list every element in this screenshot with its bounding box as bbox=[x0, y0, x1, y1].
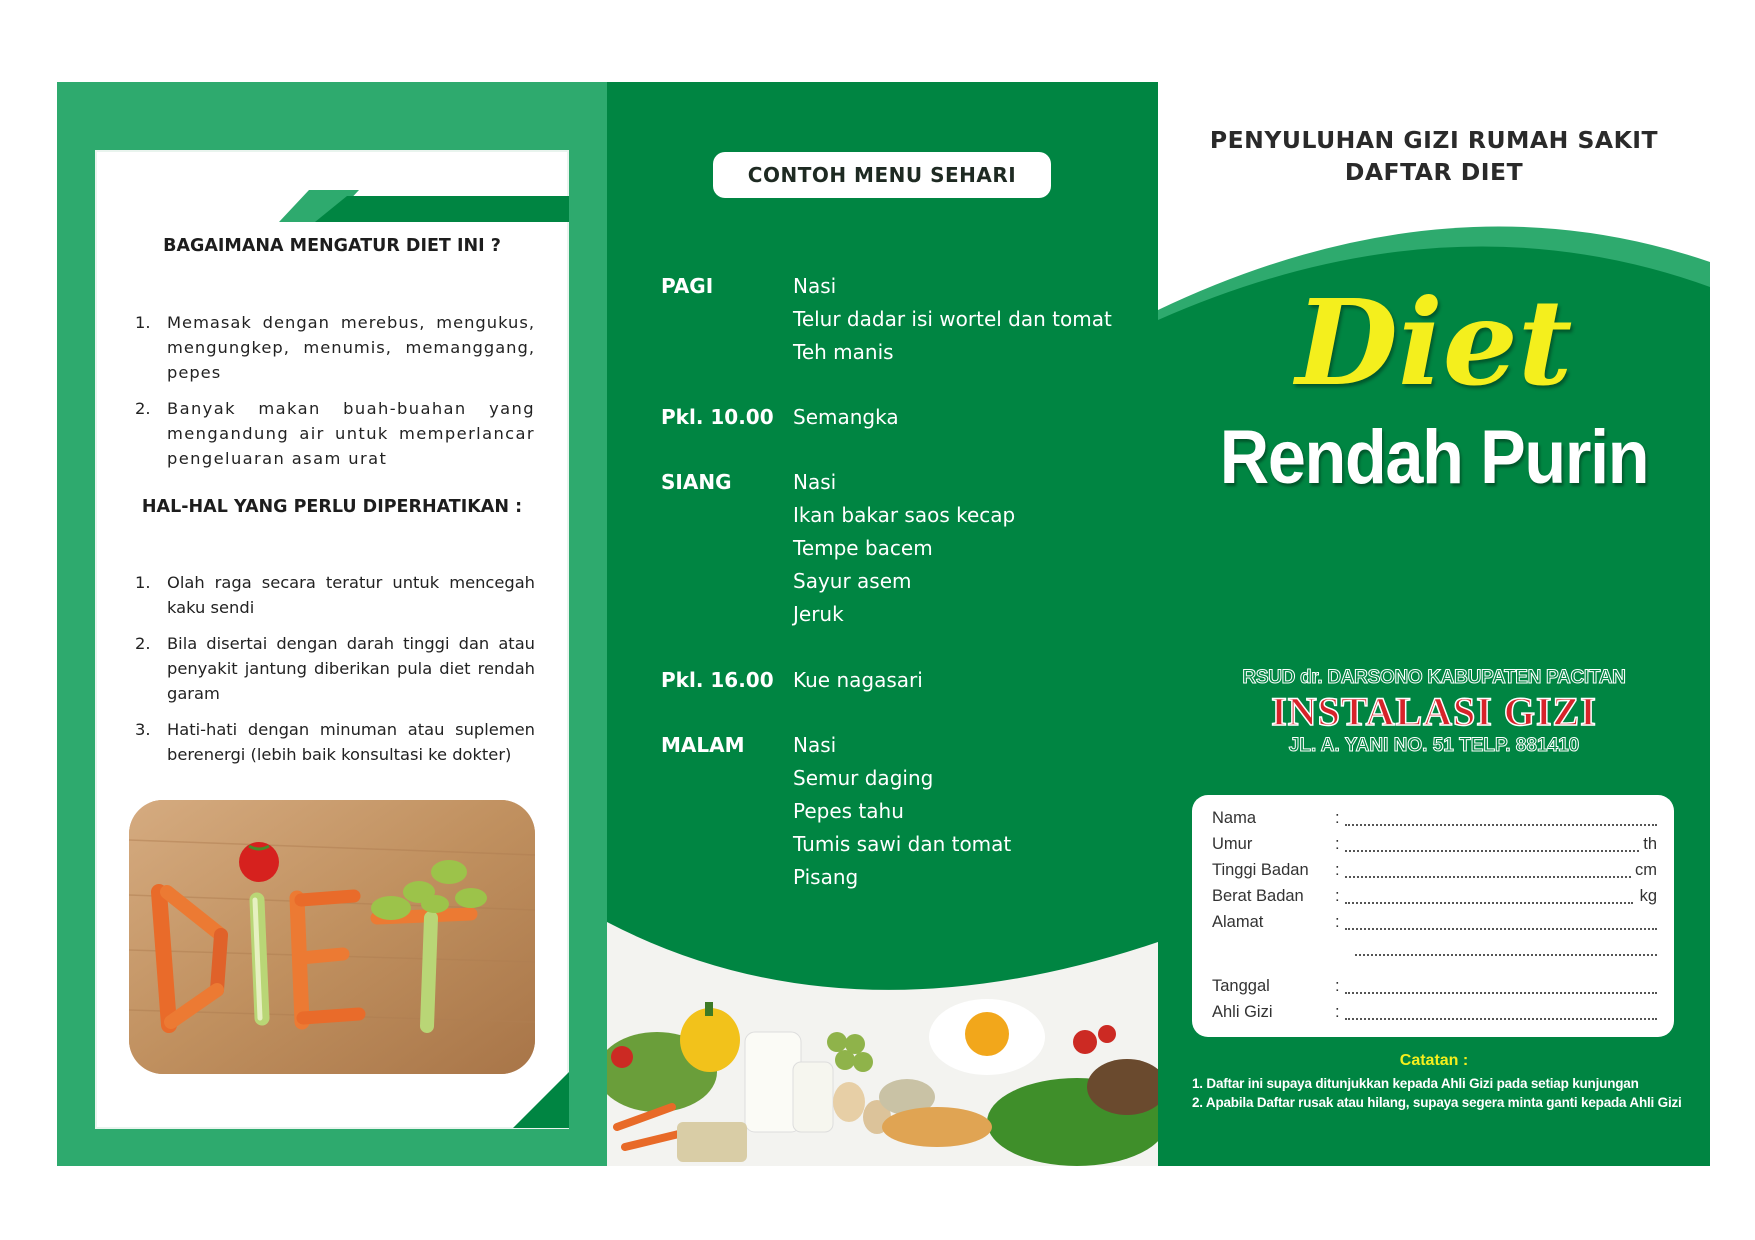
form-field-tanggal[interactable]: Tanggal : bbox=[1212, 977, 1657, 1001]
form-field-berat-badan[interactable]: Berat Badan : kg bbox=[1212, 887, 1657, 905]
meal-item: Pisang bbox=[793, 865, 859, 889]
meal-items bbox=[793, 401, 899, 434]
note-1: 1. Daftar ini supaya ditunjukkan kepada Ahli Gizi pada setiap kunjungan bbox=[1192, 1076, 1639, 1091]
right-panel bbox=[1158, 82, 1710, 1166]
hospital-name: RSUD dr. DARSONO KABUPATEN PACITAN bbox=[1242, 667, 1626, 688]
meal-item: Semur daging bbox=[793, 766, 934, 790]
diet-script-title: Diet bbox=[1295, 273, 1573, 412]
meal-time: Pkl. 16.00 bbox=[661, 668, 774, 692]
meal-item: Kue nagasari bbox=[793, 668, 923, 692]
card-corner-decoration bbox=[513, 1072, 569, 1128]
list-item: 1. Memasak dengan merebus, mengukus, mengungkep, menumis, memanggang, pepes bbox=[135, 313, 535, 382]
title-line-2: DAFTAR DIET bbox=[1344, 158, 1524, 186]
menu-title: CONTOH MENU SEHARI bbox=[713, 152, 1051, 198]
hospital-address: JL. A. YANI NO. 51 TELP. 881410 bbox=[1288, 735, 1580, 756]
meal-item: Telur dadar isi wortel dan tomat bbox=[793, 307, 1112, 331]
middle-panel bbox=[607, 82, 1158, 1166]
meal-item: Semangka bbox=[793, 405, 899, 429]
food-photo bbox=[607, 922, 1158, 1166]
meal-time: MALAM bbox=[661, 733, 745, 757]
how-list bbox=[135, 310, 535, 482]
left-panel bbox=[57, 82, 607, 1166]
meal-item: Tumis sawi dan tomat bbox=[793, 832, 1012, 856]
meal-item: Jeruk bbox=[793, 602, 844, 626]
vegetable-diet-photo bbox=[129, 800, 535, 1074]
heading-things-to-notice: HAL-HAL YANG PERLU DIPERHATIKAN : bbox=[141, 497, 523, 517]
note-2: 2. Apabila Daftar rusak atau hilang, supaya segera minta ganti kepada Ahli Gizi bbox=[1192, 1095, 1682, 1110]
meal-time: PAGI bbox=[661, 274, 714, 298]
list-item: 1. Olah raga secara teratur untuk mencegah kaku sendi bbox=[135, 573, 535, 617]
meal-items bbox=[793, 664, 923, 697]
meal-item: Ikan bakar saos kecap bbox=[793, 503, 1016, 527]
meal-time: SIANG bbox=[661, 470, 732, 494]
form-field-tinggi-badan[interactable]: Tinggi Badan : cm bbox=[1212, 861, 1657, 879]
meal-item: Nasi bbox=[793, 274, 837, 298]
form-field-ahli-gizi[interactable]: Ahli Gizi : bbox=[1212, 1003, 1657, 1027]
meal-item: Tempe bacem bbox=[793, 536, 933, 560]
notes-list bbox=[135, 570, 535, 778]
title-line-1: PENYULUHAN GIZI RUMAH SAKIT bbox=[1209, 126, 1659, 154]
meal-items bbox=[793, 729, 1011, 894]
meal-item: Pepes tahu bbox=[793, 799, 904, 823]
notes-title: Catatan : bbox=[1399, 1052, 1469, 1069]
form-field-alamat-line-2[interactable] bbox=[1212, 939, 1657, 963]
list-item: 2. Banyak makan buah-buahan yang mengandung air untuk memperlancar pengeluaran asam urat bbox=[135, 399, 535, 468]
meal-item: Nasi bbox=[793, 470, 837, 494]
card-stripe-decoration bbox=[279, 190, 569, 222]
meal-time: Pkl. 10.00 bbox=[661, 405, 774, 429]
brochure bbox=[57, 82, 1710, 1166]
meal-item: Teh manis bbox=[793, 340, 894, 364]
form-field-nama[interactable]: Nama : bbox=[1212, 809, 1657, 833]
patient-form bbox=[1192, 795, 1674, 1037]
meal-item: Sayur asem bbox=[793, 569, 912, 593]
form-field-umur[interactable]: Umur : th bbox=[1212, 835, 1657, 853]
meal-items bbox=[793, 466, 1015, 631]
unit-name: INSTALASI GIZI bbox=[1271, 689, 1597, 734]
meal-item: Nasi bbox=[793, 733, 837, 757]
list-item: 2. Bila disertai dengan darah tinggi dan atau penyakit jantung diberikan pula diet rendah garam bbox=[135, 634, 535, 703]
form-field-alamat[interactable]: Alamat : bbox=[1212, 913, 1657, 937]
meal-items bbox=[793, 270, 1112, 369]
list-item: 3. Hati-hati dengan minuman atau suplemen berenergi (lebih baik konsultasi ke dokter) bbox=[135, 720, 535, 764]
heading-how-to-diet: BAGAIMANA MENGATUR DIET INI ? bbox=[163, 236, 501, 256]
diet-subtitle: Rendah Purin bbox=[1219, 415, 1649, 500]
